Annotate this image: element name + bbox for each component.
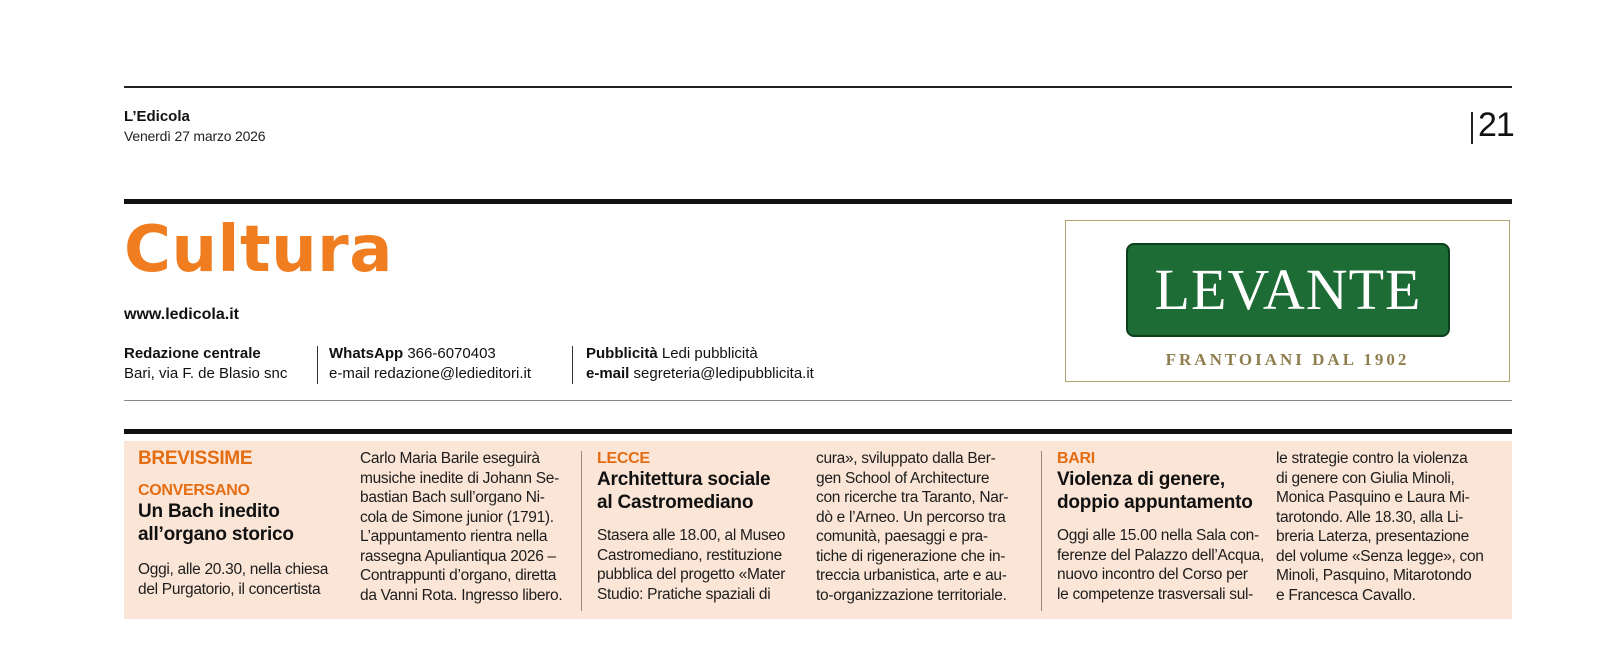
column-divider — [1041, 451, 1042, 611]
website-link[interactable]: www.ledicola.it — [124, 306, 239, 323]
redazione-label: Redazione centrale — [124, 345, 261, 362]
brief-column — [816, 449, 1031, 605]
redazione-email[interactable]: redazione@ledieditori.it — [374, 365, 531, 382]
contact-redazione — [124, 344, 287, 384]
ad-brand-name: LEVANTE — [1154, 257, 1422, 322]
brief-headline: Architettura sociale al Castromediano — [597, 469, 771, 513]
page-number-divider — [1471, 112, 1473, 144]
contact-divider — [572, 346, 573, 384]
brief-column — [1057, 449, 1269, 604]
brief-location: LECCE — [597, 450, 650, 467]
brief-column — [360, 449, 572, 605]
contact-whatsapp — [329, 344, 531, 384]
redazione-address: Bari, via F. de Blasio snc — [124, 365, 288, 382]
publication-date: Venerdì 27 marzo 2026 — [124, 128, 266, 144]
brief-body-continued: Carlo Maria Barile eseguirà musiche inedite di Johann Se- bastian Bach sull’organo Ni- cola de Simone junior (1791). L’appuntamento rientra nella rassegna Apuliantiqua 2026 – Contrappunti d’organo, diretta da Vanni Rota. Ingresso libero. — [360, 450, 563, 604]
page-number: 21 — [1478, 106, 1514, 144]
brief-body-continued: le strategie contro la violenza di genere con Giulia Minoli, Monica Pasquino e Laura Mi- tarotondo. Alle 18.30, alla Li- breria Laterza, presentazione del volume «Senza legge», con Minoli, Pasquino, Mitarotondo e Francesca Cavallo. — [1276, 450, 1484, 604]
column-divider — [581, 451, 582, 611]
brief-headline: Un Bach inedito all’organo storico — [138, 501, 294, 545]
brief-location: BARI — [1057, 450, 1095, 467]
pubblicita-email[interactable]: segreteria@ledipubblicita.it — [633, 365, 814, 382]
brevissime-box — [124, 441, 1512, 619]
brief-location: CONVERSANO — [138, 482, 250, 499]
contact-pubblicita — [586, 344, 814, 384]
pubblicita-name: Ledi pubblicità — [661, 345, 758, 362]
brief-headline: Violenza di genere, doppio appuntamento — [1057, 469, 1253, 513]
pubblicita-email-label: e-mail — [586, 365, 630, 382]
brief-column — [138, 449, 338, 599]
email-prefix: e-mail — [329, 365, 370, 382]
pubblicita-label: Pubblicità — [586, 345, 658, 362]
whatsapp-label: WhatsApp — [329, 345, 404, 362]
section-title: Cultura — [124, 213, 393, 287]
whatsapp-number[interactable]: 366-6070403 — [407, 345, 496, 362]
section-top-rule — [124, 199, 1512, 204]
brief-body: Oggi alle 15.00 nella Sala con- ferenze del Palazzo dell’Acqua, nuovo incontro del Corso per le competenze trasversali sul- — [1057, 527, 1264, 603]
briefs-top-rule — [124, 429, 1512, 434]
brief-body: Stasera alle 18.00, al Museo Castromediano, restituzione pubblica del progetto «Mater Studio: Pratiche spaziali di — [597, 527, 786, 603]
brief-body-continued: cura», sviluppato dalla Ber- gen School of Architecture con ricerche tra Taranto, Nar- dò e l’Arneo. Un percorso tra comunità, paesaggi e pra- tiche di rigenerazione che in- treccia urbanistica, arte e au- to-organizzazione territoriale. — [816, 450, 1009, 604]
contact-divider — [317, 346, 318, 384]
publication-name: L’Edicola — [124, 108, 190, 125]
contacts-bottom-rule — [124, 400, 1512, 401]
levante-advertisement[interactable] — [1065, 220, 1510, 382]
levante-logo-banner — [1126, 243, 1450, 337]
brief-body: Oggi, alle 20.30, nella chiesa del Purgatorio, il concertista — [138, 561, 329, 598]
ad-tagline: FRANTOIANI DAL 1902 — [1165, 350, 1410, 369]
briefs-section-label: BREVISSIME — [138, 448, 253, 469]
masthead-top-rule — [124, 86, 1512, 88]
brief-column — [597, 449, 807, 604]
brief-column — [1276, 449, 1498, 605]
